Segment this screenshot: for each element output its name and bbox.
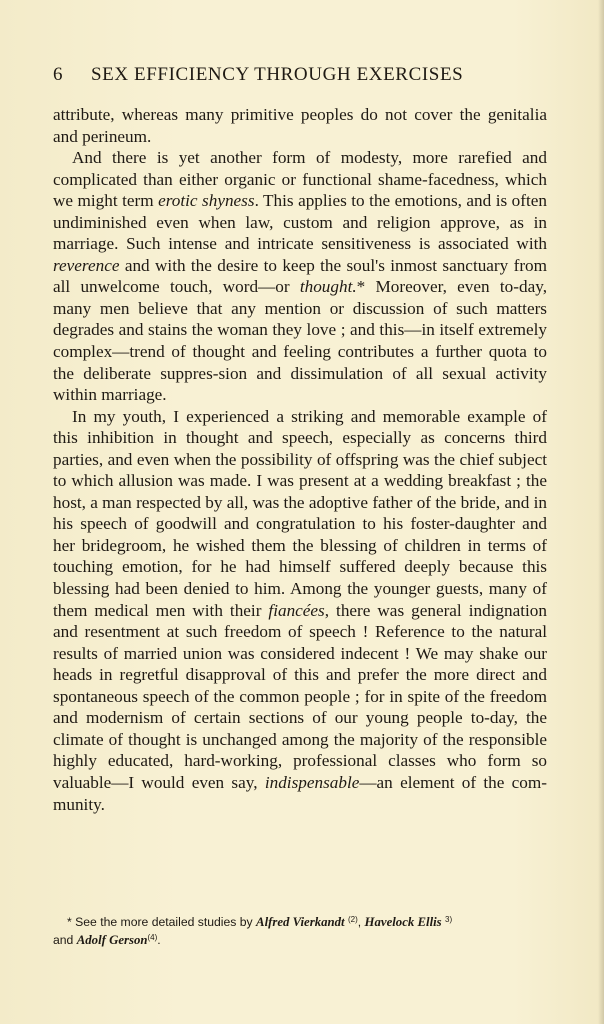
italic-phrase: erotic shyness xyxy=(158,191,255,211)
text-run: . This applies xyxy=(254,191,347,211)
text-run: Among the younger guests, many of them medical men with xyxy=(53,579,547,620)
text-run: —an element of the com- xyxy=(359,772,547,792)
text-run: * Moreover, even xyxy=(356,277,490,297)
text-run: I was present at a wedding breakfast ; the host, a man xyxy=(53,471,548,512)
paragraph xyxy=(53,147,547,406)
italic-phrase: indispensable xyxy=(264,772,360,792)
text-run: to the emotions, and is often undiminished even when law, xyxy=(53,191,547,232)
text-run: of married union was considered indecent ! We may shake xyxy=(103,643,519,663)
footnote-author-ellis: Havelock Ellis xyxy=(364,915,442,929)
running-header xyxy=(53,64,553,90)
text-run: and complicated than either organic or functional shame- xyxy=(53,148,547,189)
italic-phrase: fiancées xyxy=(268,600,325,620)
paragraph xyxy=(53,104,547,147)
text-run: spite of the freedom and modernism of certain sections of our xyxy=(53,686,547,728)
text-run: daughter and her bridegroom, he wished them the blessing xyxy=(53,514,548,555)
text-run: at such freedom of speech ! Reference to the natural results xyxy=(53,622,547,663)
page-edge-shadow xyxy=(598,0,604,1024)
text-run: offspring was the chief subject to which allusion was made. xyxy=(53,449,547,491)
text-run: direct and spontaneous speech of the common people ; for in xyxy=(53,665,547,706)
text-run: suffered deeply because this blessing had been denied to him. xyxy=(53,557,547,599)
text-run: to-day, many men believe that any mention or discussion of xyxy=(53,277,547,318)
text-run: of children in terms of touching emotion, for he had himself xyxy=(53,535,547,577)
text-run: this—in itself extremely complex—trend of thought and xyxy=(53,320,548,362)
text-run: munity. xyxy=(53,794,105,814)
text-run: example of this inhibition in thought and speech, especially xyxy=(53,406,547,448)
footnote-ref-4: (4) xyxy=(147,933,158,942)
footnote-ref-2: (2) xyxy=(347,915,358,924)
text-run: and intricate sensitiveness is associated with xyxy=(224,234,547,254)
text-run: respected by all, was the adoptive father of the bride, and xyxy=(136,492,530,512)
page-number: 6 xyxy=(53,64,64,85)
footnote-author-gerson: Adolf Gerson xyxy=(76,933,148,947)
footnote-end: . xyxy=(157,933,161,947)
text-run: as concerns third parties, and even when the possibility of xyxy=(53,428,548,469)
footnote-line-2 xyxy=(53,930,547,948)
footnote-and: and xyxy=(53,933,74,947)
text-run: their xyxy=(229,600,269,620)
text-run: And there is yet another form of modesty, more rarefied xyxy=(72,148,512,168)
text-run: feeling contributes a further quota to the deliberate suppres- xyxy=(53,342,547,383)
text-run: facedness, which we might term xyxy=(53,169,547,211)
text-run: young people to-day, the climate of thought is unchanged xyxy=(53,708,548,749)
footnote-ref-3: 3) xyxy=(445,915,453,924)
text-run: our heads in regretful disapproval of this and prefer the more xyxy=(53,643,548,685)
running-title: SEX EFFICIENCY THROUGH EXERCISES xyxy=(91,64,464,85)
text-run: such matters degrades and stains the woman they love ; and xyxy=(53,298,547,340)
text-run: in his speech of goodwill and congratulation to his foster- xyxy=(53,492,548,534)
text-run: among the majority of the responsible highly educated, xyxy=(53,729,547,771)
text-run: and xyxy=(119,255,150,275)
footnote-line-1: * See the more detailed studies by Alfred Vierkandt $^{(2)}$, Havelock Ellis $^{3)}$ xyxy=(67,915,453,929)
footnote-author-vierkandt: Alfred Vierkandt xyxy=(256,915,345,929)
text-run: with the desire to keep the soul's inmost sanctuary from xyxy=(155,255,548,275)
text-run: all unwelcome touch, word—or xyxy=(53,277,300,297)
footnote-marker: * xyxy=(67,915,72,929)
text-run: In my youth, I experienced a striking and memorable xyxy=(72,406,461,426)
footnote xyxy=(53,912,547,948)
text-run: , there was general indignation and resentment xyxy=(53,600,547,642)
paragraph xyxy=(53,406,547,815)
text-run: custom and religion approve, as in marriage. Such intense xyxy=(53,212,548,254)
italic-phrase: thought. xyxy=(299,277,357,297)
italic-phrase: reverence xyxy=(53,255,120,275)
text-run: hard-working, professional classes who form so valuable— xyxy=(53,751,548,792)
body-text xyxy=(53,104,547,815)
text-run: attribute, whereas many primitive peoples do not cover the xyxy=(53,105,481,124)
text-run: genitalia and perineum. xyxy=(53,105,547,146)
text-run: sion and dissimulation of all sexual activity within marriage. xyxy=(53,363,548,405)
footnote-text: See the more detailed studies by xyxy=(75,915,253,929)
text-run: I would even say, xyxy=(128,772,265,792)
